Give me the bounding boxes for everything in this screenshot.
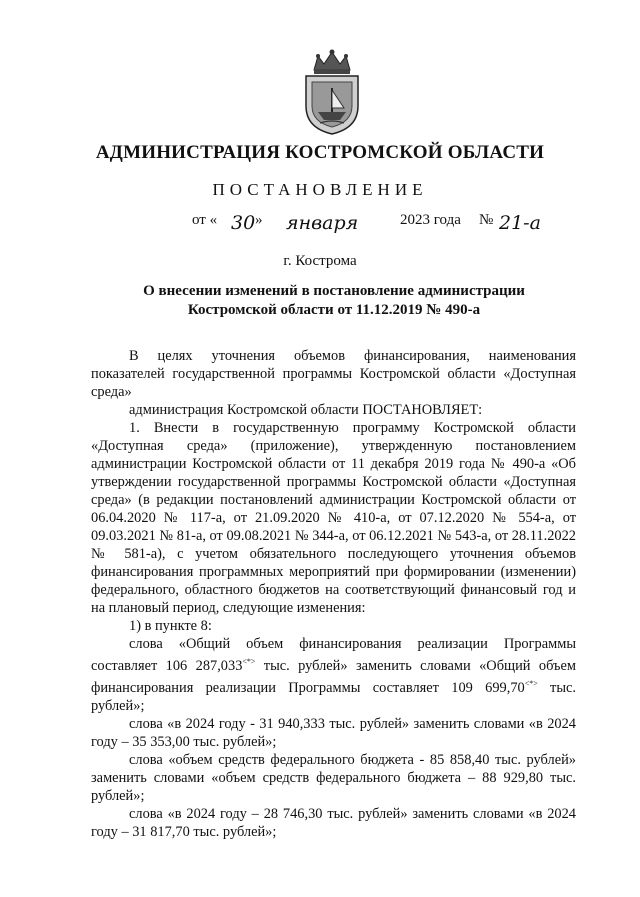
document-body bbox=[91, 347, 576, 841]
body-text: слова «Общий объем финансирования реализации Программы составляет 106 287,033 bbox=[91, 636, 576, 674]
organization-title: АДМИНИСТРАЦИЯ КОСТРОМСКОЙ ОБЛАСТИ bbox=[95, 142, 545, 163]
date-close-quote: » bbox=[255, 212, 263, 228]
body-paragraph bbox=[91, 635, 576, 715]
body-paragraph: слова «в 2024 году - 31 940,333 тыс. рублей» заменить словами «в 2024 году – 35 353,00 тыс. рублей»; bbox=[91, 715, 576, 750]
body-paragraph: 1) в пункте 8: bbox=[129, 618, 212, 634]
document-type: ПОСТАНОВЛЕНИЕ bbox=[212, 180, 428, 199]
date-year: 2023 года bbox=[400, 212, 461, 228]
date-month-handwritten: января bbox=[286, 212, 359, 234]
body-paragraph: слова «в 2024 году – 28 746,30 тыс. рублей» заменить словами «в 2024 году – 31 817,70 тыс. рублей»; bbox=[91, 805, 576, 840]
footnote-mark: <*> bbox=[242, 657, 256, 666]
body-paragraph: В целях уточнения объемов финансирования, наименования показателей государственной программы Костромской области «Доступная среда» bbox=[91, 348, 576, 400]
date-prefix: от « bbox=[192, 212, 218, 228]
city: г. Кострома bbox=[283, 253, 357, 269]
body-text: тыс. рублей» заменить словами «Общий объем финансирования реализации Программы составляет 109 699,70 bbox=[91, 657, 576, 696]
date-day-handwritten: 30 bbox=[231, 212, 256, 234]
number-sign: № bbox=[479, 212, 494, 228]
body-text: тыс. рублей»; bbox=[91, 679, 576, 714]
body-paragraph: администрация Костромской области ПОСТАНОВЛЯЕТ: bbox=[129, 402, 483, 418]
body-paragraph: слова «объем средств федерального бюджета - 85 858,40 тыс. рублей» заменить словами «объем средств федерального бюджета – 88 929,80 тыс. рублей»; bbox=[91, 751, 576, 804]
document-number-handwritten: 21-а bbox=[499, 212, 541, 234]
document-subject bbox=[90, 282, 578, 320]
subject-line: Костромской области от 11.12.2019 № 490-а bbox=[187, 302, 481, 318]
body-paragraph: 1. Внести в государственную программу Костромской области «Доступная среда» (приложение), утвержденную постановлением администрации Костромской области от 11 декабря 2019 года № 490-а «Об утверждении государственной программы Костромской области «Доступная среда» (в редакции постановлений администрации Костромской области от 06.04.2020 № 117-а, от 21.09.2020 № 410-а, от 07.12.2020 № 554-а, от 09.03.2021 № 81-а, от 09.08.2021 № 344-а, от 06.12.2021 № 543-а, от 28.11.2022 № 581-а), с учетом обязательного последующего уточнения объемов финансирования программных мероприятий при формировании (изменении) федерального, областного бюджетов на соответствующий финансовый год и на плановый период, следующие изменения: bbox=[91, 420, 576, 616]
footnote-mark: <*> bbox=[524, 678, 538, 688]
coat-of-arms-emblem bbox=[300, 48, 364, 136]
subject-line: О внесении изменений в постановление администрации bbox=[143, 283, 525, 299]
